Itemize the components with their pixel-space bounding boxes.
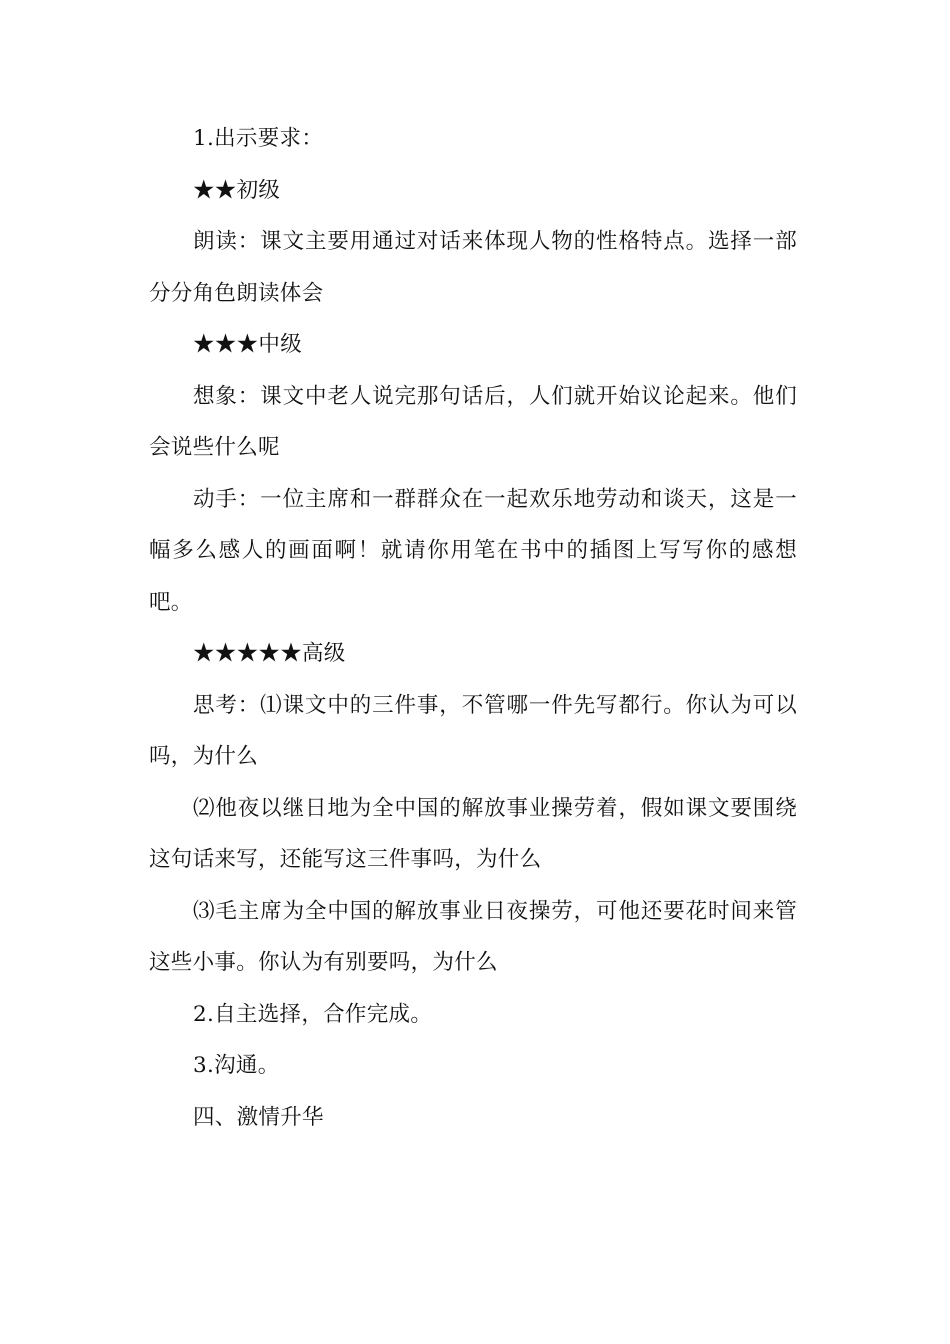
paragraph-imagine-task: 想象：课文中老人说完那句话后，人们就开始议论起来。他们会说些什么呢 [149, 383, 797, 460]
paragraph-section-four-heading: 四、激情升华 [193, 1104, 324, 1130]
paragraph-level-beginner: ★★初级 [193, 177, 281, 203]
paragraph-level-intermediate: ★★★中级 [193, 332, 303, 357]
paragraph-reading-task: 朗读：课文主要用通过对话来体现人物的性格特点。选择一部分分角色朗读体会 [149, 229, 797, 306]
document-body [149, 113, 797, 1143]
paragraph-think-question-2: ⑵他夜以继日地为全中国的解放事业操劳着，假如课文要围绕这句话来写，还能写这三件事吗，为什么 [149, 795, 797, 872]
paragraph-think-question-3: ⑶毛主席为全中国的解放事业日夜操劳，可他还要花时间来管这些小事。你认为有别要吗，为什么 [149, 898, 797, 975]
paragraph-self-select: 2.自主选择，合作完成。 [193, 1001, 433, 1027]
paragraph-hands-on-task: 动手：一位主席和一群群众在一起欢乐地劳动和谈天，这是一幅多么感人的画面啊！就请你用笔在书中的插图上写写你的感想吧。 [149, 486, 797, 615]
paragraph-requirements-heading: 1.出示要求： [193, 126, 324, 151]
paragraph-think-question-1: 思考：⑴课文中的三件事，不管哪一件先写都行。你认为可以吗，为什么 [149, 692, 797, 769]
paragraph-communicate: 3.沟通。 [193, 1053, 280, 1078]
paragraph-level-advanced: ★★★★★高级 [193, 641, 346, 666]
